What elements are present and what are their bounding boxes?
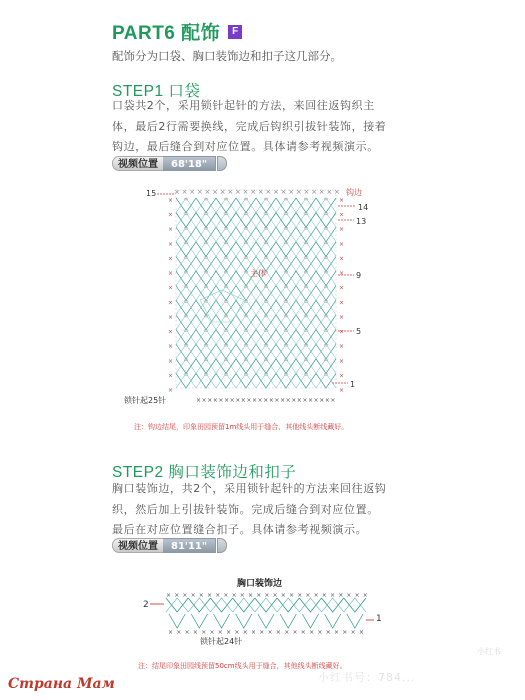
svg-text:×: × — [319, 397, 325, 404]
svg-text:×: × — [231, 592, 237, 599]
svg-text:×: × — [308, 397, 314, 404]
row-label-5: 5 — [356, 327, 362, 336]
row-label-15: 15 — [146, 189, 157, 198]
trim-chain-label: 锁针起24针 — [200, 637, 243, 646]
svg-text:×: × — [339, 328, 345, 336]
svg-text:×: × — [215, 592, 221, 599]
svg-text:×: × — [207, 592, 213, 599]
row-label-13: 13 — [356, 217, 367, 226]
svg-text:×: × — [326, 188, 333, 196]
svg-text:×: × — [168, 372, 174, 380]
svg-text:×: × — [339, 372, 345, 380]
svg-text:×: × — [311, 188, 318, 196]
video-time: 81'11" — [163, 538, 216, 553]
svg-text:×: × — [275, 629, 281, 636]
step1-line: 钩边，最后缝合到对应位置。具体请参考视频演示。 — [112, 140, 379, 153]
svg-text:×: × — [339, 240, 345, 248]
svg-text:×: × — [339, 255, 345, 263]
svg-text:×: × — [274, 397, 280, 404]
svg-text:×: × — [296, 397, 302, 404]
intro-text: 配饰分为口袋、胸口装饰边和扣子这几部分。 — [112, 49, 342, 63]
svg-text:×: × — [330, 397, 336, 404]
svg-text:×: × — [297, 592, 303, 599]
video-tag-cap — [217, 538, 227, 553]
svg-text:×: × — [235, 397, 241, 404]
svg-text:×: × — [168, 284, 174, 292]
svg-text:×: × — [166, 592, 172, 599]
svg-text:×: × — [292, 629, 298, 636]
svg-text:×: × — [242, 188, 249, 196]
svg-text:×: × — [325, 629, 331, 636]
svg-text:×: × — [303, 188, 310, 196]
row-label-9: 9 — [356, 271, 362, 280]
svg-text:×: × — [168, 240, 174, 248]
svg-text:×: × — [168, 226, 174, 234]
svg-text:×: × — [223, 592, 229, 599]
svg-text:×: × — [212, 397, 218, 404]
svg-text:×: × — [339, 270, 345, 278]
svg-text:×: × — [264, 592, 270, 599]
svg-text:×: × — [358, 629, 364, 636]
svg-text:×: × — [257, 397, 263, 404]
svg-text:×: × — [168, 387, 174, 394]
svg-text:×: × — [168, 343, 174, 351]
video-label: 视频位置 — [112, 538, 163, 553]
svg-text:×: × — [182, 592, 188, 599]
watermark-stamp: 小红书 — [477, 647, 501, 656]
step2-note: 注：结尾印象田园线预留50cm线头用于缝合，其他线头断线藏好。 — [138, 662, 347, 670]
svg-text:×: × — [250, 188, 257, 196]
svg-text:×: × — [305, 592, 311, 599]
svg-text:×: × — [239, 592, 245, 599]
step1-title: STEP1 口袋 — [112, 83, 201, 100]
svg-text:×: × — [295, 188, 302, 196]
svg-text:×: × — [288, 188, 295, 196]
svg-text:×: × — [189, 188, 196, 196]
svg-text:×: × — [246, 397, 252, 404]
svg-text:×: × — [257, 188, 264, 196]
svg-text:×: × — [209, 629, 215, 636]
svg-text:×: × — [224, 397, 230, 404]
svg-text:×: × — [267, 629, 273, 636]
svg-text:×: × — [168, 313, 174, 321]
svg-text:×: × — [280, 592, 286, 599]
svg-text:×: × — [196, 397, 202, 404]
svg-text:×: × — [289, 592, 295, 599]
svg-text:×: × — [339, 299, 345, 307]
video-time: 68'18" — [163, 156, 216, 171]
svg-text:×: × — [334, 629, 340, 636]
svg-text:×: × — [207, 397, 213, 404]
svg-text:×: × — [354, 592, 360, 599]
watermark-site: Страна Мам — [8, 676, 115, 692]
svg-text:×: × — [313, 592, 319, 599]
svg-text:×: × — [201, 629, 207, 636]
svg-text:×: × — [265, 188, 272, 196]
svg-text:×: × — [212, 188, 218, 196]
svg-text:×: × — [168, 197, 174, 204]
svg-text:×: × — [218, 397, 224, 404]
row-label-14: 14 — [358, 203, 369, 212]
svg-text:×: × — [251, 629, 257, 636]
video-label: 视频位置 — [112, 156, 163, 171]
trim-row-label-2: 2 — [143, 600, 149, 610]
svg-text:×: × — [339, 211, 345, 219]
row-label-1: 1 — [350, 380, 356, 389]
chest-trim-chart-title: 胸口装饰边 — [237, 579, 283, 589]
svg-text:×: × — [229, 397, 235, 404]
svg-text:×: × — [256, 592, 262, 599]
step2-paragraph — [112, 479, 412, 541]
svg-text:×: × — [339, 284, 345, 292]
svg-text:×: × — [259, 629, 265, 636]
step2-line: 胸口装饰边，共2个，采用锁针起针的方法来回往返钩 — [112, 482, 387, 495]
svg-text:×: × — [240, 397, 246, 404]
svg-text:×: × — [196, 188, 203, 196]
svg-text:×: × — [273, 188, 279, 196]
svg-text:×: × — [350, 629, 356, 636]
svg-text:×: × — [168, 255, 174, 263]
svg-text:×: × — [346, 592, 352, 599]
svg-text:×: × — [168, 328, 174, 336]
svg-text:×: × — [168, 270, 174, 278]
svg-text:×: × — [334, 188, 340, 196]
svg-text:×: × — [234, 188, 241, 196]
svg-text:×: × — [174, 592, 180, 599]
svg-text:×: × — [317, 629, 323, 636]
step2-video-tag — [112, 538, 227, 553]
svg-text:×: × — [168, 629, 174, 636]
svg-text:×: × — [263, 397, 269, 404]
svg-text:×: × — [252, 397, 258, 404]
hook-edge-label: 钩边 — [346, 188, 362, 197]
svg-text:×: × — [285, 397, 291, 404]
svg-text:×: × — [339, 226, 345, 234]
svg-text:×: × — [226, 629, 232, 636]
svg-text:×: × — [168, 357, 174, 365]
svg-text:×: × — [339, 343, 345, 351]
svg-text:×: × — [248, 592, 254, 599]
svg-text:×: × — [362, 592, 368, 599]
svg-text:×: × — [268, 397, 274, 404]
svg-text:×: × — [168, 211, 174, 219]
body-label: 主体 — [250, 269, 266, 278]
svg-text:×: × — [302, 397, 308, 404]
svg-text:×: × — [227, 188, 234, 196]
svg-text:×: × — [339, 357, 345, 365]
svg-text:×: × — [198, 592, 204, 599]
part-badge: F — [228, 25, 242, 39]
svg-text:×: × — [318, 188, 325, 196]
svg-text:×: × — [242, 629, 248, 636]
svg-text:×: × — [204, 188, 211, 196]
svg-text:×: × — [280, 397, 286, 404]
svg-text:×: × — [342, 629, 348, 636]
svg-text:×: × — [190, 592, 196, 599]
svg-text:×: × — [309, 629, 315, 636]
watermark-faint: 小红书号：784... — [318, 671, 416, 684]
svg-text:×: × — [217, 629, 223, 636]
svg-text:×: × — [339, 387, 345, 394]
svg-text:×: × — [284, 629, 290, 636]
chain-label: 锁针起25针 — [124, 396, 167, 405]
svg-text:×: × — [219, 188, 226, 196]
svg-text:×: × — [321, 592, 327, 599]
step2-line: 织，然后加上引拔针装饰。完成后缝合到对应位置。 — [112, 502, 379, 516]
svg-text:×: × — [192, 629, 198, 636]
svg-text:×: × — [339, 313, 345, 321]
step2-title: STEP2 胸口装饰边和扣子 — [112, 464, 297, 481]
svg-text:×: × — [338, 592, 344, 599]
step1-line: 体，最后2行需要换线，完成后钩织引拔针装饰，接着 — [112, 119, 387, 133]
svg-text:×: × — [300, 629, 306, 636]
svg-text:×: × — [324, 397, 330, 404]
svg-text:×: × — [234, 629, 240, 636]
svg-text:×: × — [280, 188, 287, 196]
svg-text:×: × — [181, 188, 188, 196]
part-title: PART6 配饰 — [112, 23, 221, 44]
svg-text:×: × — [201, 397, 207, 404]
svg-text:×: × — [168, 299, 174, 307]
svg-text:×: × — [339, 197, 345, 204]
svg-text:×: × — [176, 629, 182, 636]
step2-line: 最后在对应位置缝合扣子。具体请参考视频演示。 — [112, 523, 368, 536]
svg-text:×: × — [272, 592, 278, 599]
svg-text:×: × — [313, 397, 319, 404]
svg-text:×: × — [330, 592, 336, 599]
trim-row-label-1: 1 — [376, 614, 382, 624]
step1-note: 注：钩边结尾，印象田园预留1m线头用于缝合，其他线头断线藏好。 — [134, 423, 349, 431]
step1-line: 口袋共2个，采用锁针起针的方法，来回往返钩织主 — [112, 99, 375, 112]
svg-text:×: × — [184, 629, 190, 636]
svg-text:×: × — [291, 397, 297, 404]
svg-text:×: × — [174, 188, 180, 196]
